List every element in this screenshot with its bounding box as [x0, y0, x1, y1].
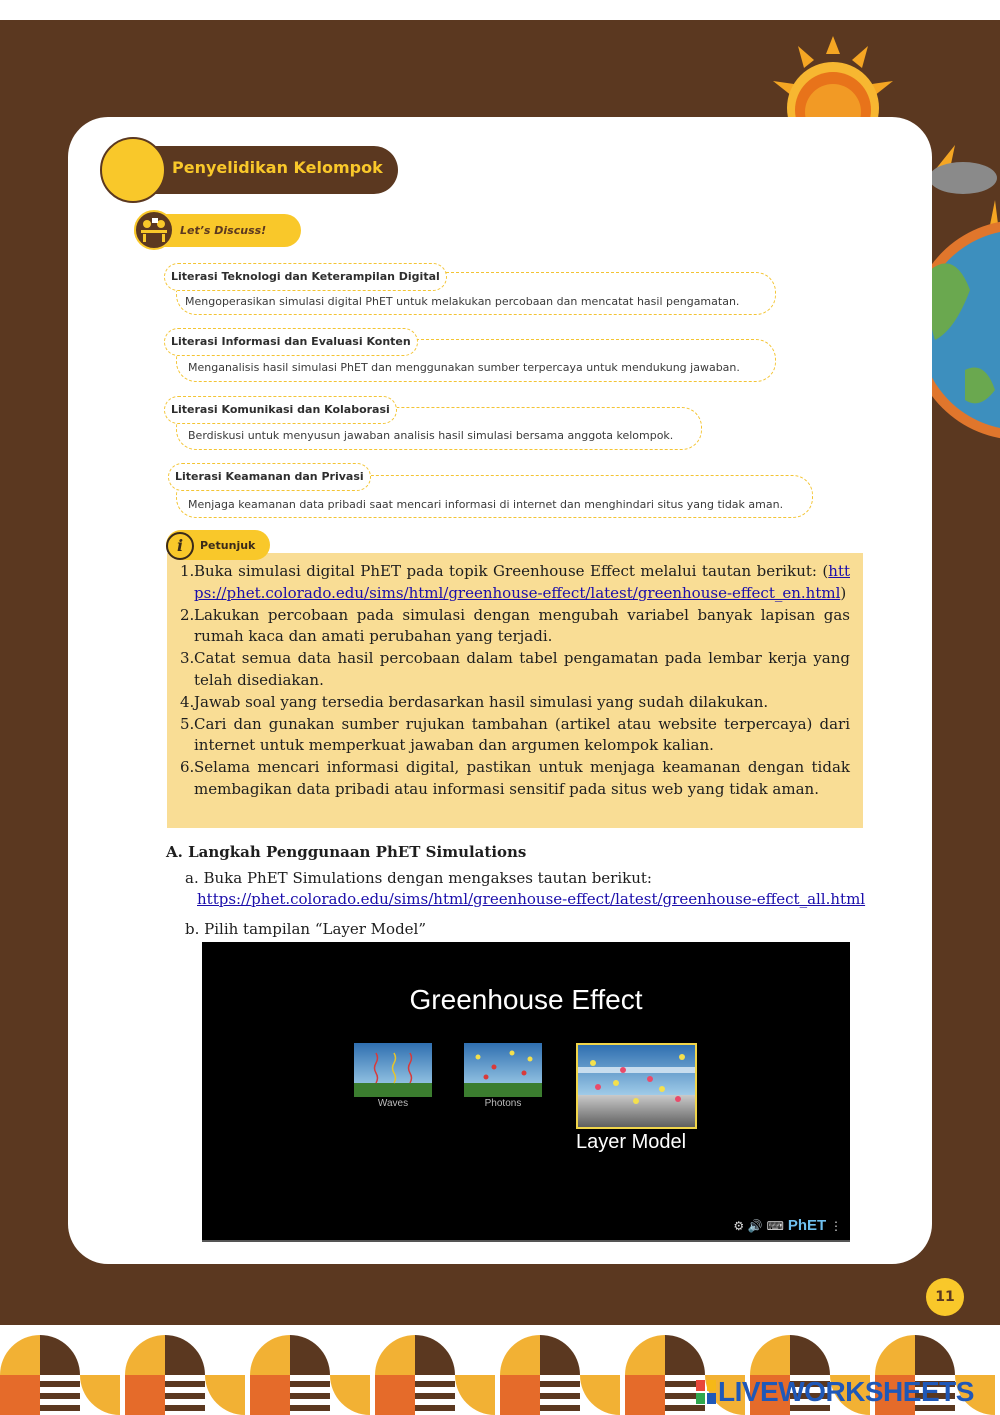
greenhouse-en-link[interactable]: https://phet.colorado.edu/sims/html/greenhouse-effect/latest/greenhouse-effect_en.html [194, 562, 850, 602]
discuss-label: Let’s Discuss! [180, 224, 267, 237]
instruction-item [180, 692, 850, 714]
literacy-description: Menjaga keamanan data pribadi saat mencari informasi di internet dan menghindari situs yang tidak aman. [188, 498, 784, 511]
literacy-description: Mengoperasikan simulasi digital PhET untuk melakukan percobaan dan mencatat hasil pengamatan. [185, 295, 740, 308]
instruction-text: Catat semua data hasil percobaan dalam tabel pengamatan pada lembar kerja yang telah disediakan. [194, 649, 850, 689]
layer-model-screen-thumbnail[interactable] [576, 1043, 697, 1129]
instruction-text: Lakukan percobaan pada simulasi dengan mengubah variabel banyak lapisan gas rumah kaca dan amati perubahan yang terjadi. [194, 605, 850, 646]
info-icon: i [166, 532, 194, 560]
literacy-title: Literasi Teknologi dan Keterampilan Digital [164, 263, 447, 291]
literacy-description: Menganalisis hasil simulasi PhET dan menggunakan sumber terpercaya untuk mendukung jawaban. [188, 361, 740, 374]
liveworksheets-watermark [696, 1376, 974, 1408]
section-title: Penyelidikan Kelompok [172, 158, 383, 177]
greenhouse-all-link[interactable]: https://phet.colorado.edu/sims/html/greenhouse-effect/latest/greenhouse-effect_all.html [197, 890, 866, 908]
watermark-text: LIVEWORKSHEETS [718, 1376, 974, 1407]
instruction-item [180, 757, 850, 801]
instruction-number: 6. [180, 758, 195, 777]
instruction-item [180, 561, 850, 605]
screen-label: Layer Model [576, 1131, 687, 1153]
simulation-title: Greenhouse Effect [409, 984, 643, 1015]
instruction-number: 2. [180, 605, 195, 624]
waves-screen-thumbnail[interactable] [354, 1043, 432, 1097]
literacy-title: Literasi Informasi dan Evaluasi Konten [164, 328, 418, 356]
literacy-title: Literasi Keamanan dan Privasi [168, 463, 371, 491]
liveworksheets-badge-icon [696, 1380, 716, 1404]
settings-sound-keyboard-icons[interactable]: ⚙ 🔊 ⌨ [733, 1219, 784, 1233]
instruction-number: 4. [180, 692, 195, 711]
screen-label: Photons [484, 1098, 522, 1109]
instruction-number: 1. [180, 562, 195, 580]
instructions-list [180, 561, 850, 801]
literacy-title: Literasi Komunikasi dan Kolaborasi [164, 396, 397, 424]
instruction-text: Selama mencari informasi digital, pastikan untuk menjaga keamanan dengan tidak membagikan data pribadi atau informasi sensitif pada situs web yang tidak aman. [194, 758, 850, 798]
menu-icon[interactable]: ⋮ [830, 1219, 842, 1233]
header-circle-ornament [100, 137, 166, 203]
instruction-item [180, 714, 850, 758]
phet-logo: PhET [787, 1217, 827, 1234]
step-b-text: b. Pilih tampilan “Layer Model” [185, 920, 427, 938]
petunjuk-label: Petunjuk [200, 539, 256, 552]
instruction-number: 3. [180, 649, 195, 668]
instruction-text: Buka simulasi digital PhET pada topik Greenhouse Effect melalui tautan berikut: [194, 562, 817, 580]
screen-label: Waves [377, 1098, 409, 1109]
phet-simulation-screenshot [202, 942, 850, 1242]
photons-screen-thumbnail[interactable] [464, 1043, 542, 1097]
group-discussion-icon [134, 210, 174, 250]
instruction-item [180, 648, 850, 692]
literacy-description: Berdiskusi untuk menyusun jawaban analisis hasil simulasi bersama anggota kelompok. [188, 429, 674, 442]
instruction-item [180, 605, 850, 649]
page-number: 11 [926, 1278, 964, 1316]
instruction-number: 5. [180, 714, 195, 733]
instruction-text: Jawab soal yang tersedia berdasarkan hasil simulasi yang sudah dilakukan. [194, 692, 769, 711]
step-a-text: a. Buka PhET Simulations dengan mengakses tautan berikut: [185, 869, 652, 887]
paren-close: ) [840, 583, 847, 602]
section-a-title: A. Langkah Penggunaan PhET Simulations [166, 843, 527, 861]
simulation-toolbar [733, 1217, 842, 1234]
paren-open: ( [822, 562, 829, 580]
instruction-text: Cari dan gunakan sumber rujukan tambahan (artikel atau website terpercaya) dari internet untuk memperkuat jawaban dan argumen kelompok kalian. [194, 714, 850, 755]
earth-illustration [925, 140, 1000, 460]
